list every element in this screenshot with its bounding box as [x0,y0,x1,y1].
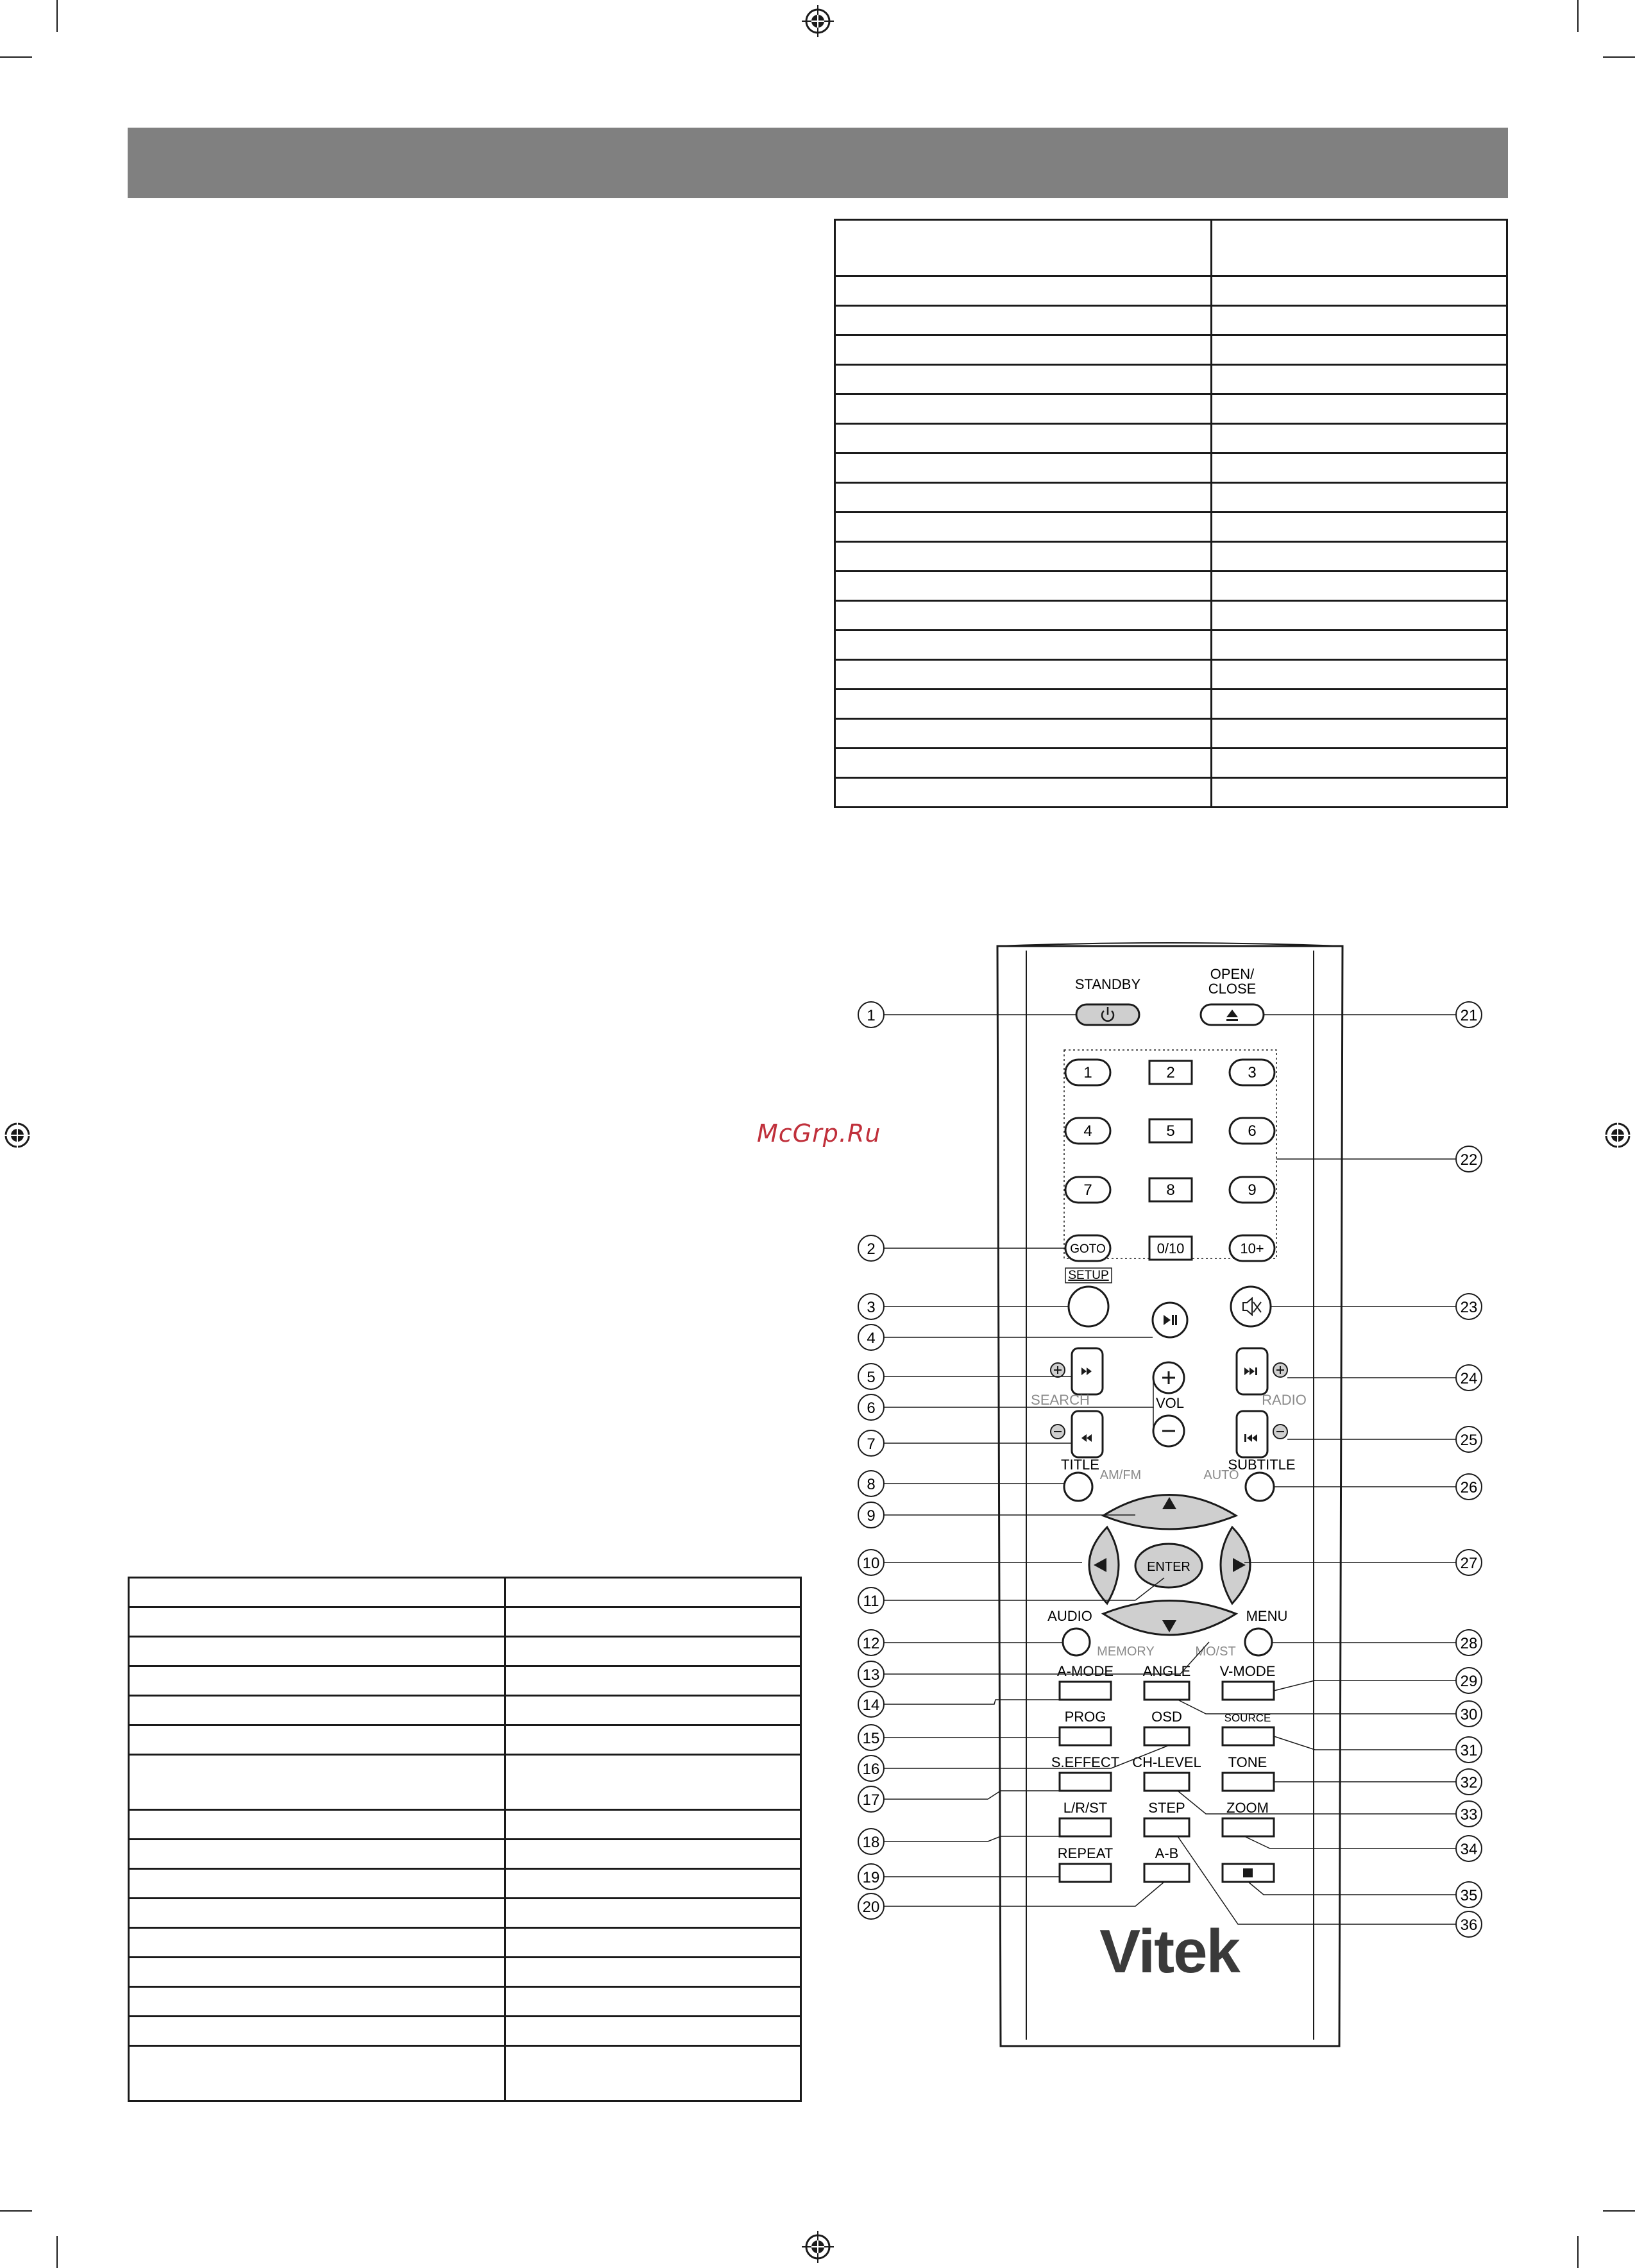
callout-9: 9 [867,1507,876,1525]
registration-mark-left [1,1119,33,1151]
osd-button[interactable] [1144,1727,1189,1745]
callout-19: 19 [862,1869,880,1886]
callout-3: 3 [867,1299,876,1316]
repeat-button[interactable] [1060,1864,1111,1882]
angle-label: ANGLE [1142,1663,1191,1679]
tone-label: TONE [1228,1754,1267,1770]
callout-1: 1 [867,1007,876,1024]
a-mode-button[interactable] [1060,1682,1111,1700]
memory-label: MEMORY [1097,1645,1155,1659]
zoom-button[interactable] [1223,1818,1274,1836]
callout-2: 2 [867,1240,876,1258]
callout-31: 31 [1460,1742,1478,1759]
digit-1-label: 1 [1083,1064,1092,1081]
s-effect-label: S.EFFECT [1051,1754,1120,1770]
callout-7: 7 [867,1435,876,1453]
ch-level-label: CH-LEVEL [1132,1754,1201,1770]
setup-label: SETUP [1068,1269,1109,1282]
callout-24: 24 [1460,1370,1478,1387]
lr-st-button[interactable] [1060,1818,1111,1836]
crop-mark [56,0,58,32]
digit-4-label: 4 [1083,1122,1092,1140]
callout-16: 16 [862,1761,880,1778]
goto-label: GOTO [1070,1242,1106,1256]
callout-32: 32 [1460,1774,1478,1791]
digit-3-label: 3 [1248,1064,1257,1081]
prog-label: PROG [1064,1709,1106,1725]
audio-button[interactable] [1063,1629,1090,1655]
callout-20: 20 [862,1899,880,1916]
lr-st-label: L/R/ST [1063,1800,1108,1816]
brand-logo: Vitek [1099,1917,1239,1986]
crop-mark [0,56,32,58]
digit-6-label: 6 [1248,1122,1257,1140]
crop-mark [1603,56,1635,58]
callout-27: 27 [1460,1555,1478,1572]
s-effect-button[interactable] [1060,1773,1111,1791]
callouts-left [858,1002,884,1919]
prog-button[interactable] [1060,1727,1111,1745]
menu-label: MENU [1246,1608,1288,1624]
mute-button[interactable] [1231,1287,1271,1326]
step-button[interactable] [1144,1818,1189,1836]
source-button[interactable] [1223,1727,1274,1745]
callout-6: 6 [867,1400,876,1417]
watermark: McGrp.Ru [757,1119,881,1147]
callout-17: 17 [862,1791,880,1809]
callout-25: 25 [1460,1432,1478,1449]
callout-28: 28 [1460,1635,1478,1652]
a-mode-label: A-MODE [1057,1663,1114,1679]
crop-mark [1603,2210,1635,2212]
callout-8: 8 [867,1476,876,1493]
callout-11: 11 [863,1593,879,1610]
radio-label: RADIO [1262,1392,1307,1408]
subtitle-label: SUBTITLE [1228,1457,1296,1473]
callout-23: 23 [1460,1299,1478,1316]
ten-plus-label: 10+ [1240,1240,1264,1257]
open-close-label-line1: OPEN/ [1210,966,1255,982]
callout-21: 21 [1460,1007,1478,1024]
callout-26: 26 [1460,1479,1478,1496]
mo-st-label: MO/ST [1195,1645,1236,1659]
callout-35: 35 [1460,1887,1478,1904]
callout-15: 15 [862,1730,880,1747]
digit-7-label: 7 [1083,1181,1092,1199]
zoom-label: ZOOM [1226,1800,1269,1816]
remote-control-diagram [834,936,1508,2065]
stop-icon [1243,1868,1253,1877]
v-mode-label: V-MODE [1219,1663,1276,1679]
title-label: TITLE [1061,1457,1099,1473]
search-label: SEARCH [1031,1392,1090,1408]
callout-34: 34 [1460,1841,1478,1858]
am-fm-label: AM/FM [1099,1468,1142,1482]
crop-mark [0,2210,32,2212]
auto-label: AUTO [1203,1468,1239,1482]
direction-pad [1089,1495,1250,1636]
audio-label: AUDIO [1047,1608,1092,1624]
callout-10: 10 [862,1555,880,1572]
callout-12: 12 [862,1635,880,1652]
callout-13: 13 [862,1666,880,1684]
crop-mark [1577,0,1579,32]
registration-mark-right [1602,1119,1634,1151]
registration-mark-top [802,5,834,37]
callouts-right [1456,1002,1482,1937]
angle-button[interactable] [1144,1682,1189,1700]
a-b-button[interactable] [1144,1864,1189,1882]
subtitle-button[interactable] [1246,1473,1274,1501]
setup-button[interactable] [1069,1287,1108,1326]
callout-14: 14 [862,1697,880,1714]
callout-36: 36 [1460,1917,1478,1934]
callout-18: 18 [862,1834,880,1851]
registration-mark-bottom [802,2231,834,2263]
title-button[interactable] [1064,1473,1092,1501]
standby-label: STANDBY [1074,976,1141,992]
v-mode-button[interactable] [1223,1682,1274,1700]
crop-mark [1577,2236,1579,2268]
tone-button[interactable] [1223,1773,1274,1791]
a-b-label: A-B [1155,1845,1179,1861]
button-description-table-top [834,219,1508,808]
step-label: STEP [1148,1800,1185,1816]
repeat-label: REPEAT [1057,1845,1114,1861]
digit-9-label: 9 [1248,1181,1257,1199]
vol-label: VOL [1155,1395,1185,1411]
callout-29: 29 [1460,1673,1478,1690]
callout-5: 5 [867,1369,876,1386]
crop-mark [56,2236,58,2268]
source-label: SOURCE [1224,1712,1271,1724]
callout-22: 22 [1460,1151,1478,1169]
callout-33: 33 [1460,1806,1478,1824]
osd-label: OSD [1151,1709,1182,1725]
section-header-bar [128,128,1508,198]
button-description-table-bottom [128,1577,802,2102]
digit-2-label: 2 [1166,1064,1175,1081]
zero-ten-label: 0/10 [1156,1240,1185,1257]
digit-5-label: 5 [1166,1122,1175,1140]
callout-4: 4 [867,1330,876,1347]
search-reverse-button[interactable] [1072,1411,1103,1457]
menu-button[interactable] [1245,1629,1272,1655]
enter-label: ENTER [1147,1560,1190,1574]
ch-level-button[interactable] [1144,1773,1189,1791]
open-close-label-line2: CLOSE [1208,981,1257,997]
callout-30: 30 [1460,1706,1478,1723]
digit-8-label: 8 [1166,1181,1175,1199]
